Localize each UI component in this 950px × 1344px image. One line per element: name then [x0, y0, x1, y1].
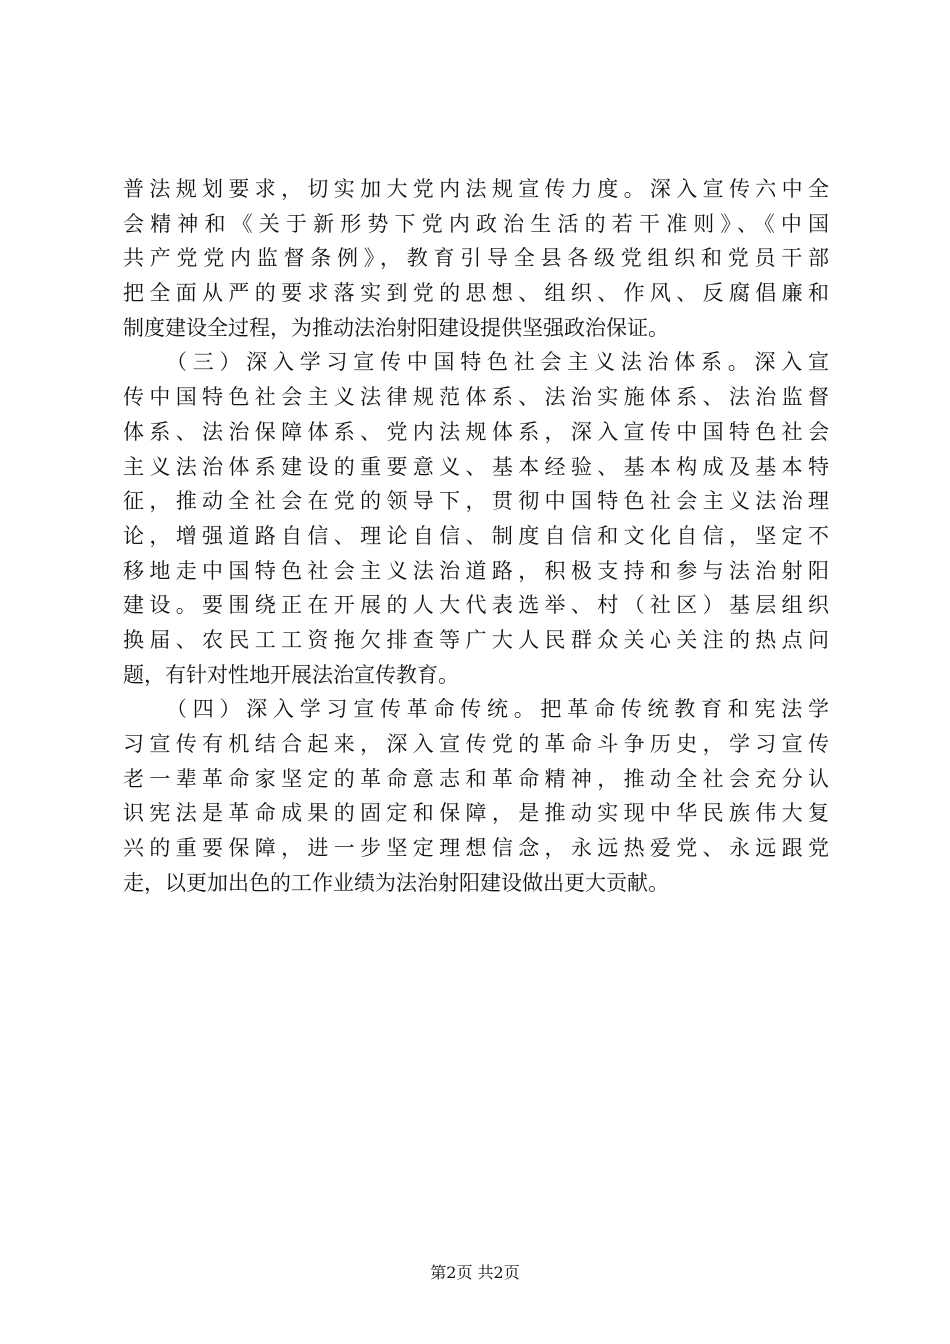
paragraph [123, 692, 829, 900]
text-line: 识宪法是革命成果的固定和保障，是推动实现中华民族伟大复 [123, 801, 829, 826]
text-line: 题，有针对性地开展法治宣传教育。 [123, 662, 459, 687]
document-body [123, 172, 829, 900]
page-number-label: 第2页 共2页 [430, 1263, 520, 1282]
text-line: 征，推动全社会在党的领导下，贯彻中国特色社会主义法治理 [123, 489, 829, 514]
text-line: （四）深入学习宣传革命传统。把革命传统教育和宪法学 [123, 697, 829, 722]
text-line: 主义法治体系建设的重要意义、基本经验、基本构成及基本特 [123, 454, 829, 479]
text-line: 把全面从严的要求落实到党的思想、组织、作风、反腐倡廉和 [123, 281, 829, 306]
text-line: 习宣传有机结合起来，深入宣传党的革命斗争历史，学习宣传 [123, 732, 829, 756]
text-line: 老一辈革命家坚定的革命意志和革命精神，推动全社会充分认 [123, 766, 829, 791]
paragraph [123, 172, 829, 345]
text-line: 制度建设全过程，为推动法治射阳建设提供坚强政治保证。 [123, 315, 669, 340]
text-line: 走，以更加出色的工作业绩为法治射阳建设做出更大贡献。 [123, 870, 669, 895]
text-line: 共产党党内监督条例》，教育引导全县各级党组织和党员干部 [123, 246, 829, 271]
text-line: 普法规划要求，切实加大党内法规宣传力度。深入宣传六中全 [123, 177, 829, 201]
text-line: 体系、法治保障体系、党内法规体系，深入宣传中国特色社会 [123, 419, 829, 444]
text-line: 换届、农民工工资拖欠排查等广大人民群众关心关注的热点问 [123, 627, 829, 652]
text-line: 移地走中国特色社会主义法治道路，积极支持和参与法治射阳 [123, 558, 829, 583]
paragraph [123, 345, 829, 692]
text-line: 论，增强道路自信、理论自信、制度自信和文化自信，坚定不 [123, 523, 829, 548]
text-line: 兴的重要保障，进一步坚定理想信念，永远热爱党、永远跟党 [123, 836, 829, 861]
text-line: （三）深入学习宣传中国特色社会主义法治体系。深入宣 [123, 350, 829, 375]
page-footer [0, 1262, 950, 1284]
text-line: 会精神和《关于新形势下党内政治生活的若干准则》、《中国 [123, 211, 829, 236]
text-line: 传中国特色社会主义法律规范体系、法治实施体系、法治监督 [123, 385, 829, 410]
text-line: 建设。要围绕正在开展的人大代表选举、村（社区）基层组织 [123, 593, 829, 618]
